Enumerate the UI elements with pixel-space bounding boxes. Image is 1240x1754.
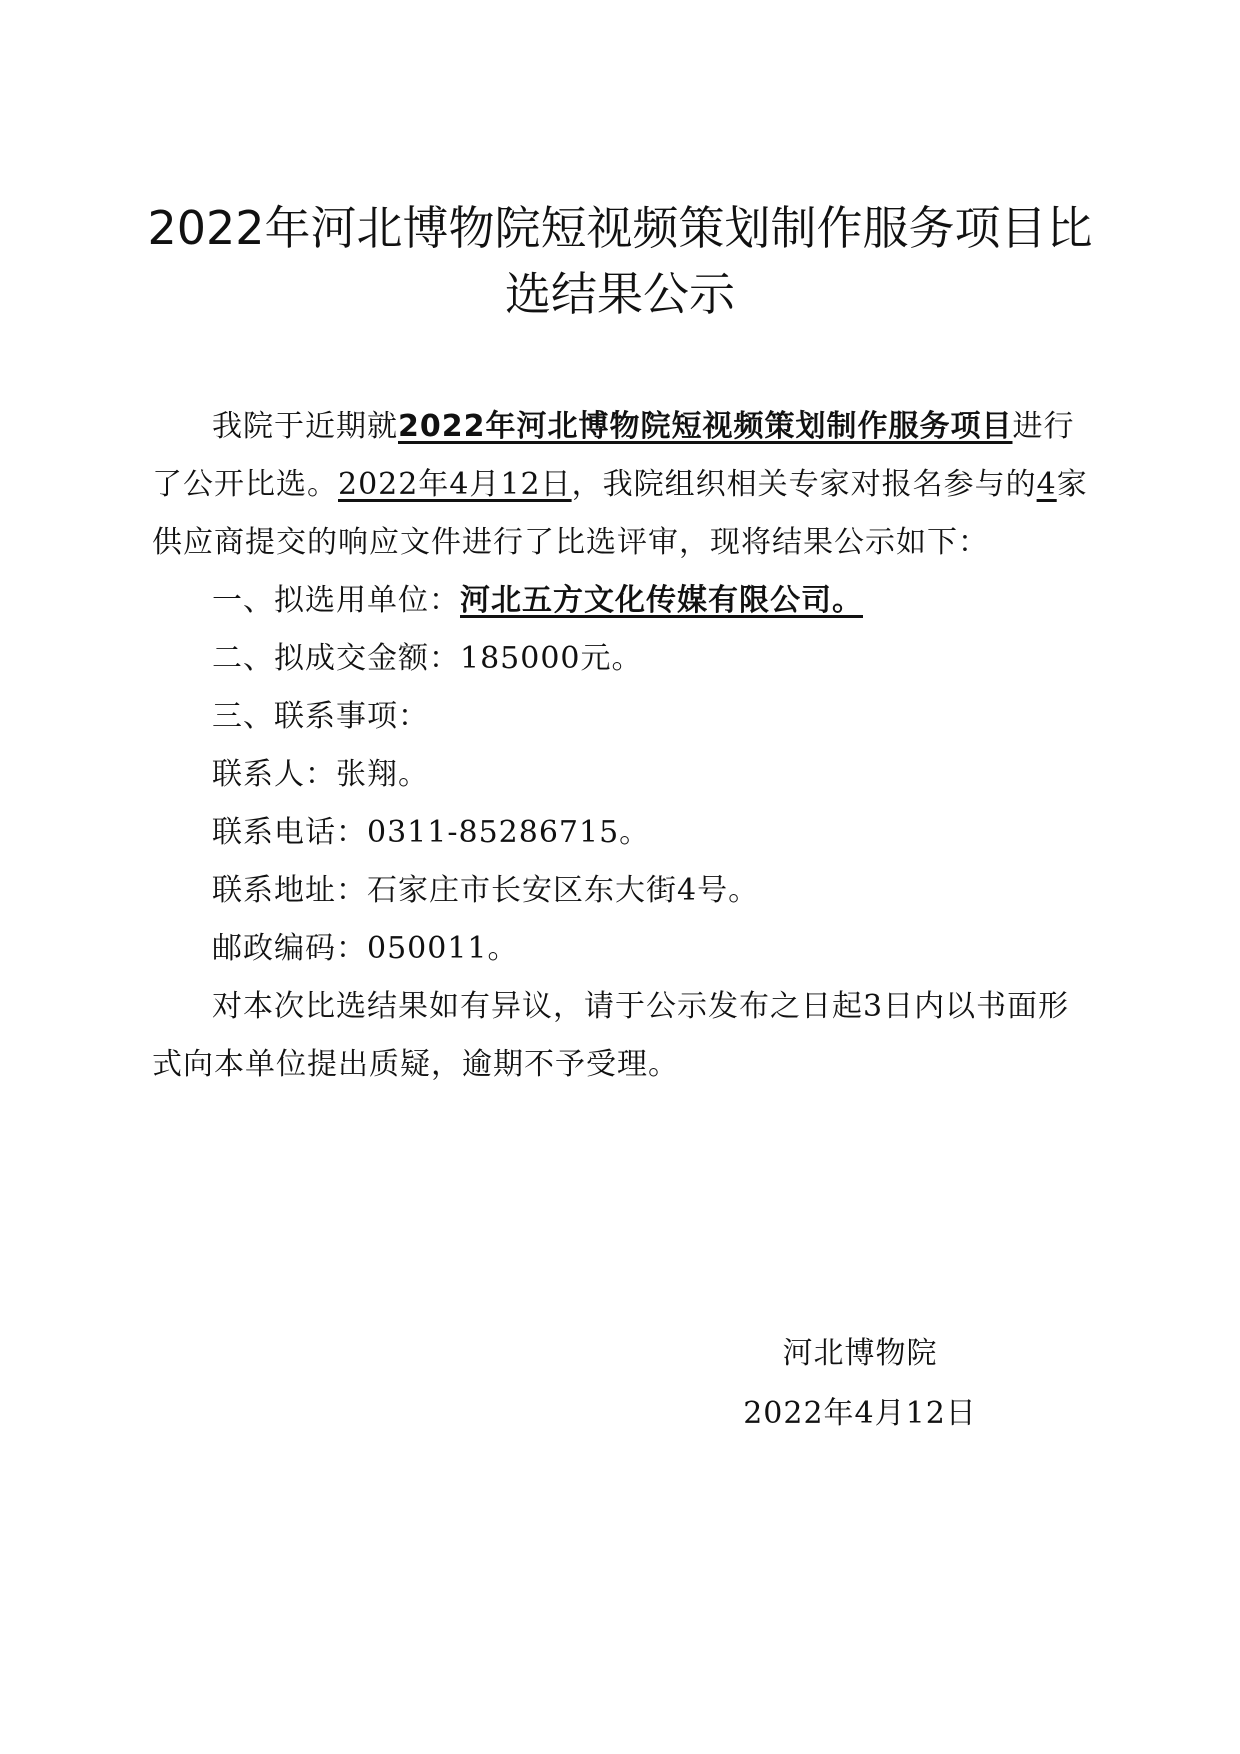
title-line-1: 2022年河北博物院短视频策划制作服务项目比 xyxy=(147,201,1093,255)
signature-date: 2022年4月12日 xyxy=(743,1396,977,1431)
selected-unit-value: 河北五方文化传媒有限公司。 xyxy=(460,583,863,618)
signature-org: 河北博物院 xyxy=(782,1336,938,1371)
signature-block xyxy=(730,1324,990,1444)
document-body xyxy=(152,398,1092,1094)
title-line-2: 选结果公示 xyxy=(505,267,735,321)
contact-person: 联系人：张翔。 xyxy=(212,757,429,792)
project-name: 2022年河北博物院短视频策划制作服务项目 xyxy=(398,409,1013,444)
document-title xyxy=(130,195,1110,327)
selected-unit-line xyxy=(152,572,1092,630)
intro-paragraph xyxy=(152,398,1092,572)
closing-paragraph: 对本次比选结果如有异议，请于公示发布之日起3日内以书面形式向本单位提出质疑，逾期不予受理。 xyxy=(152,989,1070,1082)
intro-part-3: ，我院组织相关专家对报名参与的 xyxy=(571,467,1037,502)
contact-phone: 联系电话：0311-85286715。 xyxy=(212,815,651,850)
contact-header: 三、联系事项： xyxy=(212,699,429,734)
supplier-count: 4 xyxy=(1036,467,1057,502)
intro-part-2: 进行了公开比选。 xyxy=(152,409,1075,502)
amount-line: 二、拟成交金额：185000元。 xyxy=(212,641,643,676)
review-date: 2022年4月12日 xyxy=(338,467,572,502)
contact-address: 联系地址：石家庄市长安区东大街4号。 xyxy=(212,873,760,908)
postcode: 邮政编码：050011。 xyxy=(212,931,519,966)
intro-part-4: 家供应商提交的响应文件进行了比选评审，现将结果公示如下： xyxy=(152,467,1088,560)
selected-unit-label: 一、拟选用单位： xyxy=(212,583,460,618)
intro-prefix: 我院于近期就 xyxy=(212,409,398,444)
